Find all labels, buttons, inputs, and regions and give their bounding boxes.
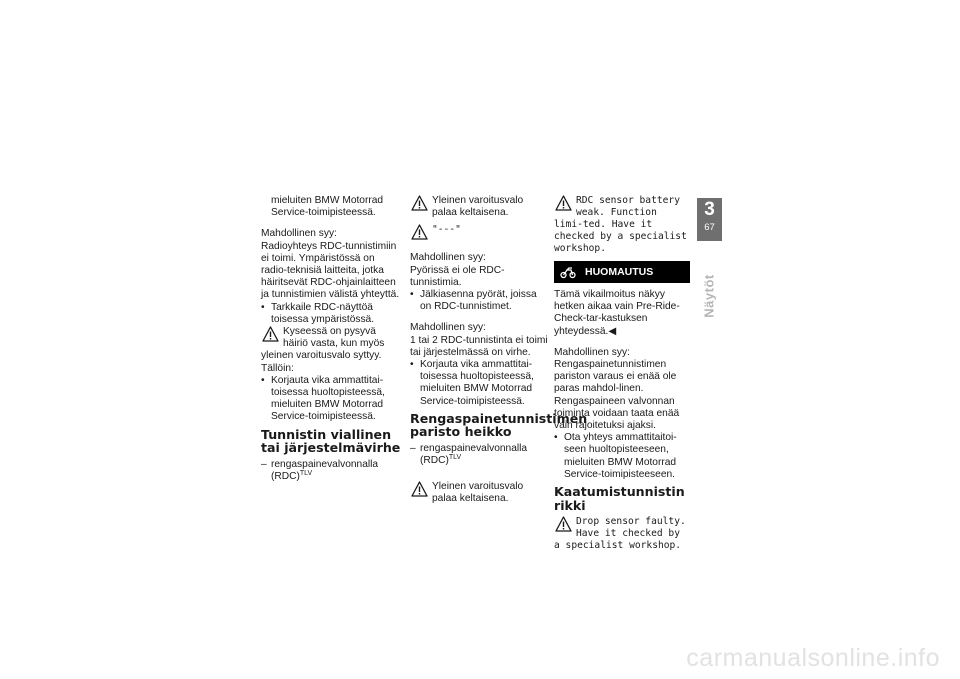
chapter-title: Näytöt	[701, 274, 717, 318]
section-heading: Tunnistin viallinen tai järjestelmävirhe	[261, 426, 401, 456]
display-message-text: Drop sensor faulty. Have it checked by a specialist workshop.	[554, 516, 686, 552]
section-heading: Kaatumistunnistin rikki	[554, 484, 685, 513]
cause-label: Mahdollinen syy:	[261, 228, 337, 240]
then-label: Tällöin:	[261, 362, 294, 374]
section-heading: Rengaspainetunnistimen paristo heikko	[410, 410, 588, 440]
warning-block	[410, 481, 550, 505]
display-block	[410, 224, 550, 246]
display-value: "---"	[432, 224, 461, 236]
equipment-note	[410, 443, 550, 467]
cause-label: Mahdollinen syy:	[410, 252, 486, 264]
notice-label: HUOMAUTUS	[585, 265, 654, 278]
bullet-item: • Jälkiasenna pyörät, joissa on RDC-tunnistimet.	[410, 289, 550, 313]
display-message-block	[554, 516, 690, 552]
equipment-text: rengaspainevalvonnalla (RDC)	[420, 442, 528, 467]
equipment-text: rengaspainevalvonnalla (RDC)	[271, 458, 379, 482]
warning-triangle-icon	[411, 195, 428, 211]
cause-label: Mahdollinen syy:	[554, 346, 630, 358]
warning-text: Kyseessä on pysyvä häiriö vasta, kun myös yleinen varoitusvalo syttyy.	[261, 326, 385, 362]
page-number: 67	[704, 222, 715, 233]
text-column-2	[410, 195, 588, 506]
display-message-text: RDC sensor battery weak. Function limi-ted. Have it checked by a specialist workshop.	[554, 195, 687, 254]
warning-triangle-icon	[555, 516, 572, 532]
display-message-block	[554, 195, 690, 255]
bullet-item: • Korjauta vika ammattitai-toisessa huoltopisteessä, mieluiten BMW Motorrad Service-toimipisteessä.	[410, 359, 550, 408]
bullet-item: • Korjauta vika ammattitai-toisessa huoltopisteessä, mieluiten BMW Motorrad Service-toimipisteessä.	[261, 375, 401, 424]
cause-text: 1 tai 2 RDC-tunnistinta ei toimi tai järjestelmässä on virhe.	[410, 334, 548, 358]
equipment-superscript: TLV	[299, 469, 313, 477]
watermark: carmanualsonline.info	[686, 644, 940, 672]
notice-header	[554, 261, 690, 283]
motorcycle-icon	[560, 265, 576, 279]
cause-label: Mahdollinen syy:	[410, 322, 486, 334]
cause-text: Rengaspainetunnistimen pariston varaus ei enää ole paras mahdol-linen. Rengaspaineen valvonnan toiminta voidaan taata enää vain rajoitetuksi ajaksi.	[554, 359, 680, 432]
cause-text: Pyörissä ei ole RDC-tunnistimia.	[410, 264, 505, 288]
equipment-note	[261, 459, 401, 483]
bullet-item: • Ota yhteys ammattitaitoi-seen huoltopisteeseen, mieluiten BMW Motorrad Service-toimipisteeseen.	[554, 432, 690, 481]
warning-text: Yleinen varoitusvalo palaa keltaisena.	[432, 481, 524, 505]
warning-block	[410, 195, 550, 219]
continued-line-1: mieluiten BMW Motorrad	[271, 195, 384, 206]
warning-triangle-icon	[262, 326, 279, 342]
warning-triangle-icon	[411, 224, 428, 240]
text-column-1	[261, 195, 401, 483]
warning-text: Yleinen varoitusvalo palaa keltaisena.	[432, 195, 524, 219]
warning-triangle-icon	[555, 195, 572, 211]
warning-triangle-icon	[411, 481, 428, 497]
notice-text: Tämä vikailmoitus näkyy hetken aikaa vain Pre-Ride-Check-tar-kastuksen yhteydessä.◀	[554, 289, 680, 337]
bullet-item: • Tarkkaile RDC-näyttöä toisessa ympäristössä.	[261, 302, 401, 326]
cause-text: Radioyhteys RDC-tunnistimiin ei toimi. Ympäristössä on radio-teknisiä laitteita, jotka häiritsevät RDC-ohjainlaitteen ja tunnistimien välistä yhteyttä.	[261, 240, 400, 301]
continued-line-2: Service-toimipisteessä.	[271, 207, 376, 219]
text-column-3	[554, 195, 690, 552]
chapter-number: 3	[704, 199, 715, 220]
warning-block	[261, 326, 401, 363]
equipment-superscript: TLV	[448, 454, 462, 462]
chapter-tab	[697, 198, 722, 241]
